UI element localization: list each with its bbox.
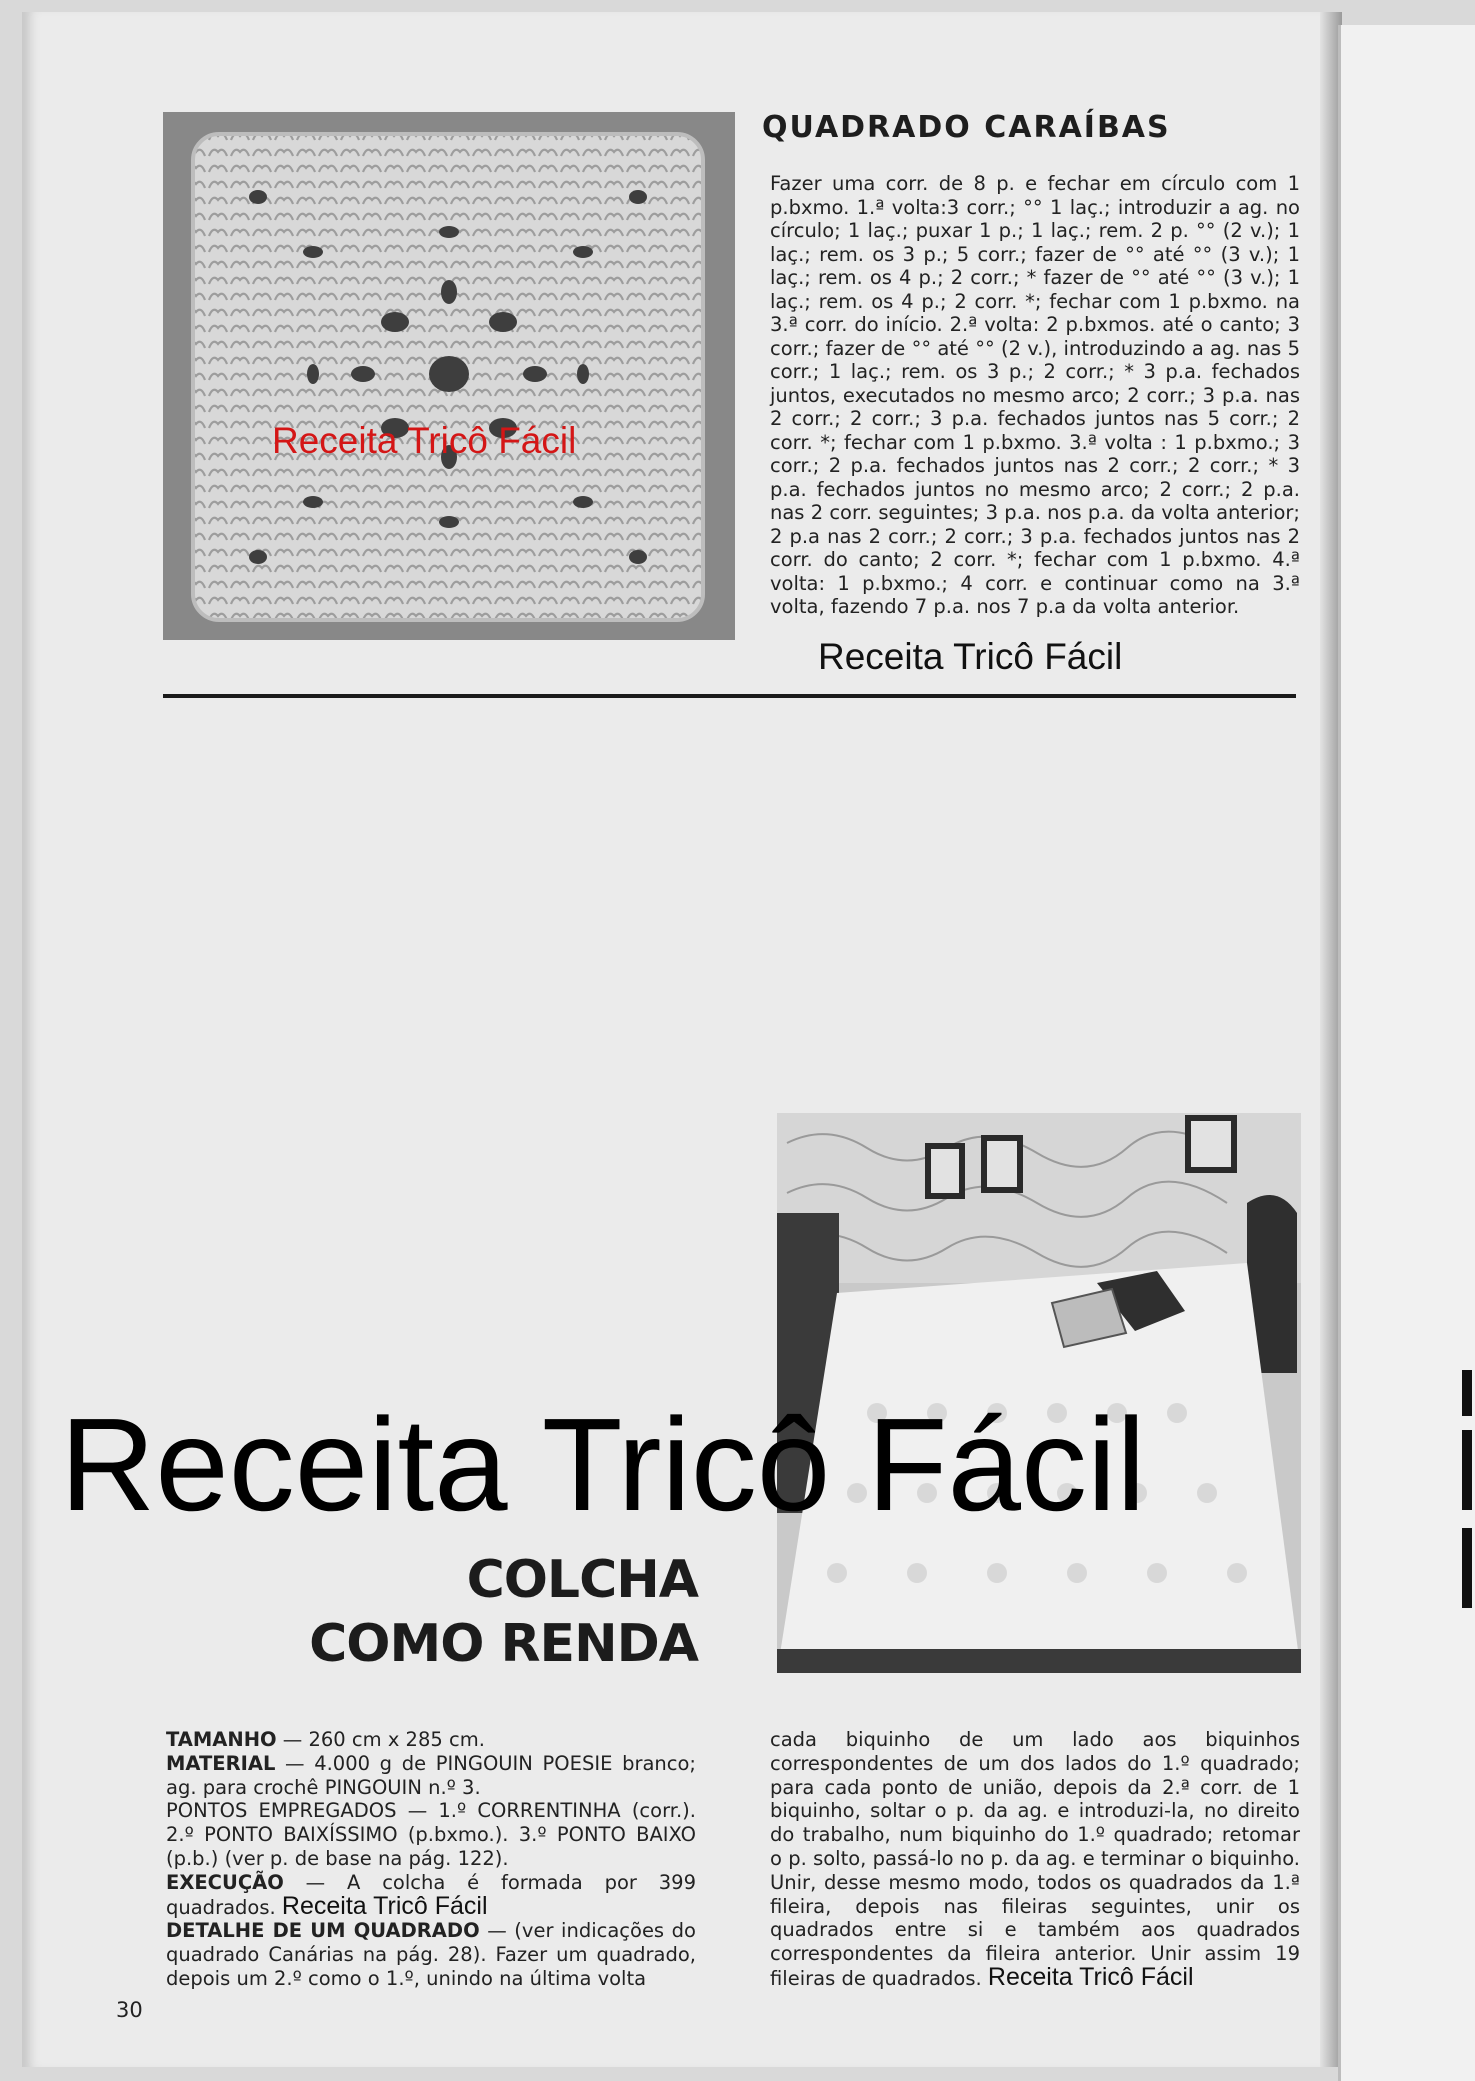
adjacent-page-mark bbox=[1462, 1430, 1472, 1510]
recipe-title: QUADRADO CARAÍBAS bbox=[762, 110, 1171, 145]
right-column-text: cada biquinho de um lado aos biquinhos correspondentes de um dos lados do 1.º quadrado; para cada ponto de união, depois da 2.ª corr. de 1 biquinho, soltar o p. da ag. e introduzi-la, no direito do trabalho, num biquinho do 1.º quadrado; retomar o p. solto, passá-lo no p. da ag. e terminar o biquinho. Unir, desse mesmo modo, todos os quadrados da 1.ª fileira, depois nas fileiras seguintes, unir os quadrados entre si e também aos quadrados correspondentes da fileira anterior. Unir assim 19 fileiras de quadrados. bbox=[770, 1728, 1300, 1990]
tamanho-text: — 260 cm x 285 cm. bbox=[276, 1728, 485, 1751]
watermark-inline-left: Receita Tricô Fácil bbox=[281, 1891, 488, 1920]
colcha-right-column bbox=[770, 1728, 1300, 1991]
colcha-title-line2: COMO RENDA bbox=[309, 1614, 698, 1674]
execucao-text: — A colcha é formada por 399 quadrados. bbox=[166, 1870, 696, 1919]
colcha-title-line1: COLCHA bbox=[466, 1550, 698, 1610]
detalhe-text: — (ver indicações do quadrado Canárias na pág. 28). Fazer um quadrado, depois um 2.º como o 1.º, unindo na última volta bbox=[166, 1919, 696, 1990]
material-text: — 4.000 g de PINGOUIN POESIE branco; ag. para crochê PINGOUIN n.º 3. bbox=[166, 1751, 696, 1799]
watermark-large: Receita Tricô Fácil bbox=[60, 1391, 1146, 1538]
execucao-label: EXECUÇÃO bbox=[166, 1870, 284, 1894]
page-number: 30 bbox=[116, 1998, 143, 2022]
watermark-mid: Receita Tricô Fácil bbox=[818, 636, 1123, 677]
material-label: MATERIAL bbox=[166, 1751, 276, 1775]
adjacent-page-mark bbox=[1462, 1528, 1472, 1608]
section-divider bbox=[163, 694, 1296, 698]
watermark-red: Receita Tricô Fácil bbox=[272, 420, 577, 461]
recipe-body-text: Fazer uma corr. de 8 p. e fechar em círculo com 1 p.bxmo. 1.ª volta:3 corr.; °° 1 laç.; introduzir a ag. no círculo; 1 laç.; puxar 1 p.; 1 laç.; rem. 2 p. °° (2 v.); 1 laç.; rem. os 3 p.; 5 corr.; fazer de °° até °° (3 v.); 1 laç.; rem. os 4 p.; 2 corr.; * fazer de °° até °° (3 v.); 1 laç.; rem. os 4 p.; 2 corr. *; fechar com 1 p.bxmo. na 3.ª corr. do início. 2.ª volta: 2 p.bxmos. até o canto; 3 corr.; fazer de °° até °° (2 v.), introduzindo a ag. nas 5 corr.; 1 laç.; rem. os 3 p.; 2 corr.; * 3 p.a. fechados juntos, executados no mesmo arco; 2 corr.; 3 p.a. nas 2 corr.; 2 corr.; 3 p.a. fechados juntos nas 5 corr.; 2 corr. *; fechar com 1 p.bxmo. 3.ª volta : 1 p.bxmo.; 3 corr.; 2 p.a. fechados juntos nas 2 corr.; 2 corr.; * 3 p.a. fechados juntos no mesmo arco; 2 corr.; 2 p.a. nas 2 corr. seguintes; 3 p.a. nos p.a. da volta anterior; 2 p.a nas 2 corr.; 2 corr.; 3 p.a. fechados juntos nas 2 corr. do canto; 2 corr. *; fechar com 1 p.bxmo. 4.ª volta: 1 p.bxmo.; 4 corr. e continuar como na 3.ª volta, fazendo 7 p.a. nos 7 p.a da volta anterior. bbox=[770, 172, 1300, 618]
crochet-square-photo bbox=[163, 112, 735, 640]
adjacent-page-mark bbox=[1462, 1370, 1472, 1416]
watermark-inline-right: Receita Tricô Fácil bbox=[987, 1962, 1194, 1991]
detalhe-label: DETALHE DE UM QUADRADO bbox=[166, 1919, 480, 1943]
colcha-left-column bbox=[166, 1728, 696, 1991]
tamanho-label: TAMANHO bbox=[166, 1728, 277, 1751]
pontos-text: PONTOS EMPREGADOS — 1.º CORRENTINHA (corr.). 2.º PONTO BAIXÍSSIMO (p.bxmo.). 3.º PONTO BAIXO (p.b.) (ver p. de base na pág. 122). bbox=[166, 1799, 696, 1870]
adjacent-page-edge bbox=[1338, 25, 1475, 2081]
colcha-title bbox=[200, 1548, 698, 1676]
